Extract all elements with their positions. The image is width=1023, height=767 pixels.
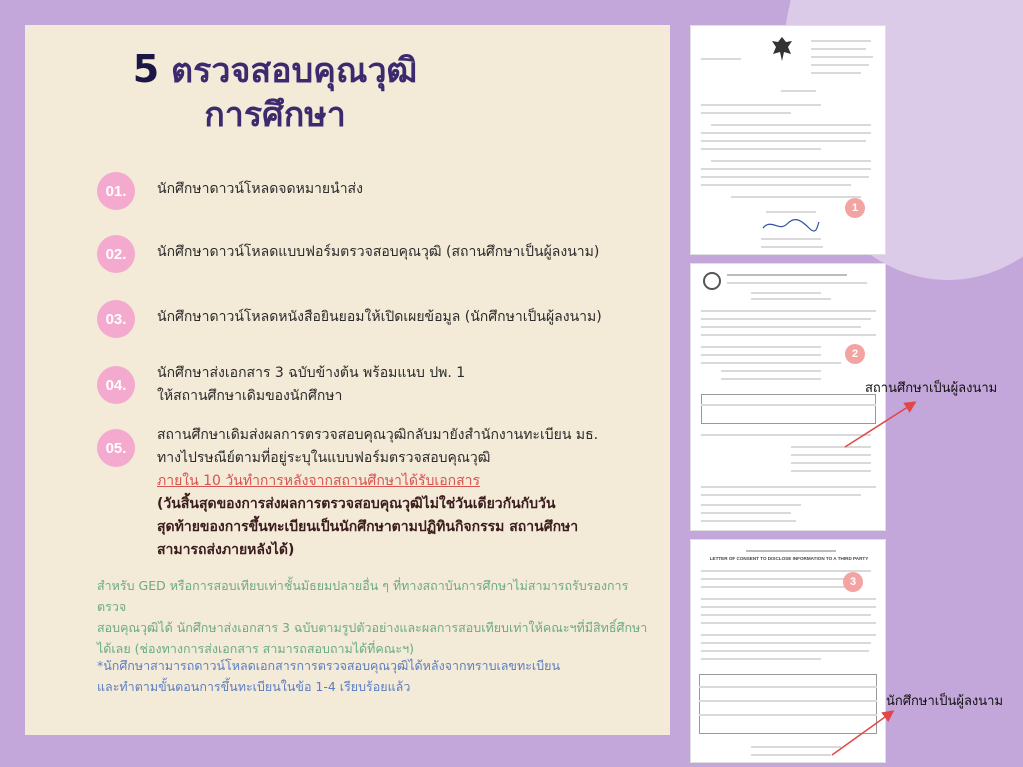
step-01	[97, 172, 363, 210]
step-line: ทางไปรษณีย์ตามที่อยู่ระบุในแบบฟอร์มตรวจสอบคุณวุฒิ	[157, 450, 491, 466]
doc-verification-form-thumbnail	[690, 263, 886, 531]
doc-cover-letter-thumbnail	[690, 25, 886, 255]
form-table	[699, 674, 877, 734]
ged-note	[97, 575, 657, 659]
step-bold-line: สามารถส่งภายหลังได้)	[157, 542, 295, 558]
form-table	[701, 394, 876, 424]
garuda-emblem-icon	[771, 36, 793, 62]
info-card	[25, 25, 670, 735]
step-bold-line: สุดท้ายของการขึ้นทะเบียนเป็นนักศึกษาตามปฏิทินกิจกรรม สถานศึกษา	[157, 519, 579, 535]
note-line: *นักศึกษาสามารถดาวน์โหลดเอกสารการตรวจสอบคุณวุฒิได้หลังจากทราบเลขทะเบียน	[97, 658, 561, 673]
step-line: นักศึกษาดาวน์โหลดจดหมายนำส่ง	[157, 181, 363, 197]
step-badge: 03.	[97, 300, 135, 338]
university-seal-icon	[703, 272, 721, 290]
step-text	[157, 306, 602, 329]
doc-marker-2: 2	[845, 344, 865, 364]
doc-consent-letter-thumbnail	[690, 539, 886, 763]
page-title	[25, 47, 525, 137]
step-02	[97, 235, 599, 273]
step-badge: 05.	[97, 429, 135, 467]
step-line: สถานศึกษาเดิมส่งผลการตรวจสอบคุณวุฒิกลับมายังสำนักงานทะเบียน มธ.	[157, 427, 599, 443]
step-line: ให้สถานศึกษาเดิมของนักศึกษา	[157, 388, 343, 404]
step-line: นักศึกษาส่งเอกสาร 3 ฉบับข้างต้น พร้อมแนบ ปพ. 1	[157, 365, 466, 381]
title-line-1: ตรวจสอบคุณวุฒิ	[171, 51, 418, 91]
download-note	[97, 655, 657, 697]
note-line: สอบคุณวุฒิได้ นักศึกษาส่งเอกสาร 3 ฉบับตามรูปตัวอย่างและผลการสอบเทียบเท่าให้คณะฯที่มีสิทธิ์ศึกษา	[97, 620, 648, 635]
doc3-heading: LETTER OF CONSENT TO DISCLOSE INFORMATION TO A THIRD PARTY	[709, 556, 869, 561]
step-bold-line: (วันสิ้นสุดของการส่งผลการตรวจสอบคุณวุฒิไม่ใช่วันเดียวกันกับวัน	[157, 496, 556, 512]
callout-institution-signs: สถานศึกษาเป็นผู้ลงนาม	[865, 381, 998, 396]
step-number: 5	[132, 47, 160, 91]
step-05	[97, 429, 598, 562]
step-text	[157, 241, 599, 264]
deadline-highlight: ภายใน 10 วันทำการหลังจากสถานศึกษาได้รับเอกสาร	[157, 473, 481, 489]
doc-marker-1: 1	[845, 198, 865, 218]
title-line-2: การศึกษา	[204, 95, 346, 135]
callout-student-signs: นักศึกษาเป็นผู้ลงนาม	[886, 694, 1004, 709]
step-03	[97, 300, 602, 338]
step-badge: 02.	[97, 235, 135, 273]
step-text	[157, 362, 465, 408]
step-badge: 01.	[97, 172, 135, 210]
doc-marker-3: 3	[843, 572, 863, 592]
step-badge: 04.	[97, 366, 135, 404]
signature-icon	[761, 216, 821, 238]
note-line: และทำตามขั้นตอนการขึ้นทะเบียนในข้อ 1-4 เรียบร้อยแล้ว	[97, 679, 411, 694]
step-line: นักศึกษาดาวน์โหลดแบบฟอร์มตรวจสอบคุณวุฒิ (สถานศึกษาเป็นผู้ลงนาม)	[157, 244, 600, 260]
note-line: สำหรับ GED หรือการสอบเทียบเท่าชั้นมัธยมปลายอื่น ๆ ที่ทางสถาบันการศึกษาไม่สามารถรับรองการตรวจ	[97, 578, 629, 614]
step-04	[97, 365, 465, 408]
step-text	[157, 424, 598, 562]
step-text	[157, 178, 363, 201]
step-line: นักศึกษาดาวน์โหลดหนังสือยินยอมให้เปิดเผยข้อมูล (นักศึกษาเป็นผู้ลงนาม)	[157, 309, 602, 325]
note-line: ได้เลย (ช่องทางการส่งเอกสาร สามารถสอบถามได้ที่คณะฯ)	[97, 641, 414, 656]
